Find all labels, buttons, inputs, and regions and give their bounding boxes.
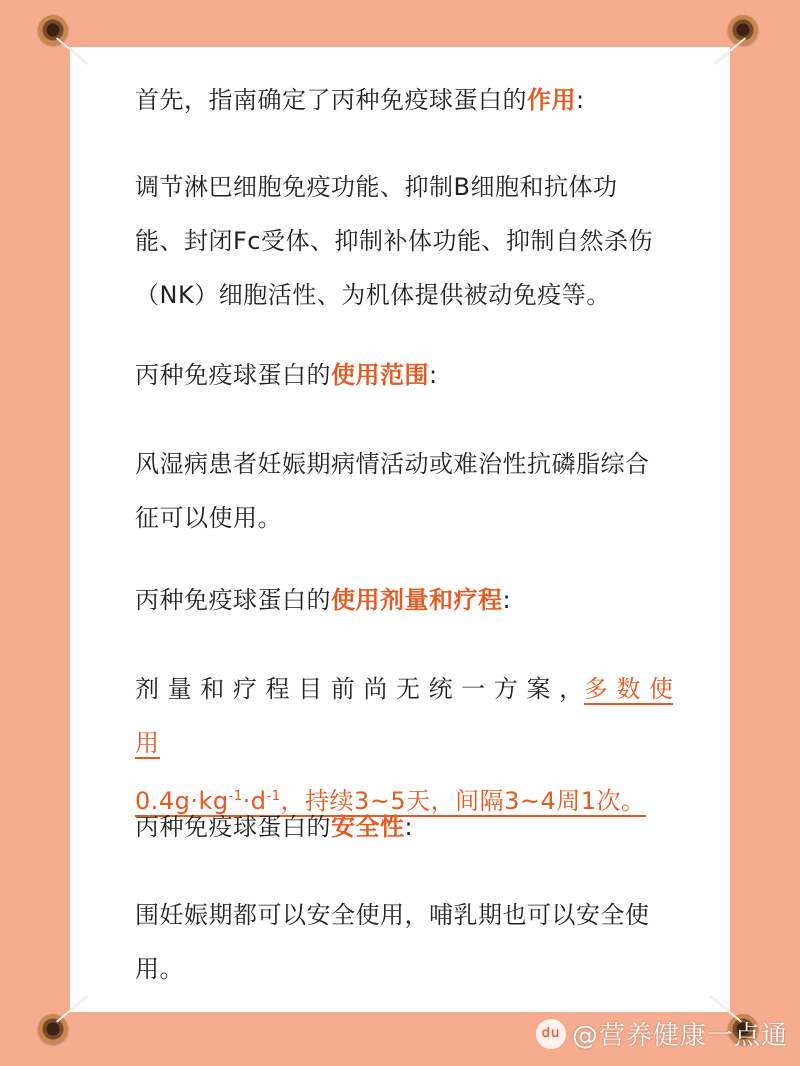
pin-bottom-left-icon: [38, 1014, 68, 1044]
dose-text: ，持续3~5天，间隔3~4周1次。: [280, 787, 646, 815]
dose-text: ·d: [242, 787, 267, 815]
pin-top-left-icon: [38, 15, 68, 45]
text-line: 征可以使用。: [135, 504, 282, 532]
text: 首先，指南确定了丙种免疫球蛋白的: [135, 86, 527, 114]
paw-logo-icon: du: [536, 1019, 566, 1049]
text-line: （NK）细胞活性、为机体提供被动免疫等。: [135, 281, 611, 309]
text-line: 能、封闭Fc受体、抑制补体功能、抑制自然杀伤: [135, 227, 653, 255]
superscript: -1: [228, 789, 243, 804]
watermark: [536, 1015, 788, 1052]
highlight: 使用范围: [331, 361, 429, 389]
text: :: [429, 361, 438, 389]
superscript: -1: [266, 789, 281, 804]
highlight: 作用: [527, 86, 576, 114]
paragraph-scope-body: [135, 437, 680, 545]
highlight: 使用剂量和疗程: [331, 586, 503, 614]
dose-text: 0.4g·kg: [135, 787, 229, 815]
paragraph-scope-heading: [135, 348, 680, 402]
text-line: 调节淋巴细胞免疫功能、抑制B细胞和抗体功: [135, 173, 618, 201]
watermark-text: @营养健康一点通: [571, 1021, 788, 1051]
text-line: 风湿病患者妊娠期病情活动或难治性抗磷脂综合: [135, 450, 650, 478]
text-line: 用。: [135, 955, 184, 983]
highlight-underlined: 多 数 使 用: [135, 675, 674, 757]
paragraph-safety-heading: [135, 800, 680, 854]
paragraph-safety-body: [135, 888, 680, 996]
text-line: 围妊娠期都可以安全使用，哺乳期也可以安全使: [135, 901, 650, 929]
highlight: 安全性: [331, 813, 405, 841]
text: 丙种免疫球蛋白的: [135, 813, 331, 841]
text: :: [502, 586, 512, 614]
paragraph-effect-heading: [135, 73, 680, 127]
paragraph-effect-body: [135, 160, 680, 322]
text: 丙种免疫球蛋白的: [135, 586, 331, 614]
paragraph-dosage-heading: [135, 573, 680, 627]
text: 剂 量 和 疗 程 目 前 尚 无 统 一 方 案 ，: [135, 675, 584, 703]
text: :: [576, 86, 585, 114]
text: :: [404, 813, 414, 841]
text: 丙种免疫球蛋白的: [135, 361, 331, 389]
